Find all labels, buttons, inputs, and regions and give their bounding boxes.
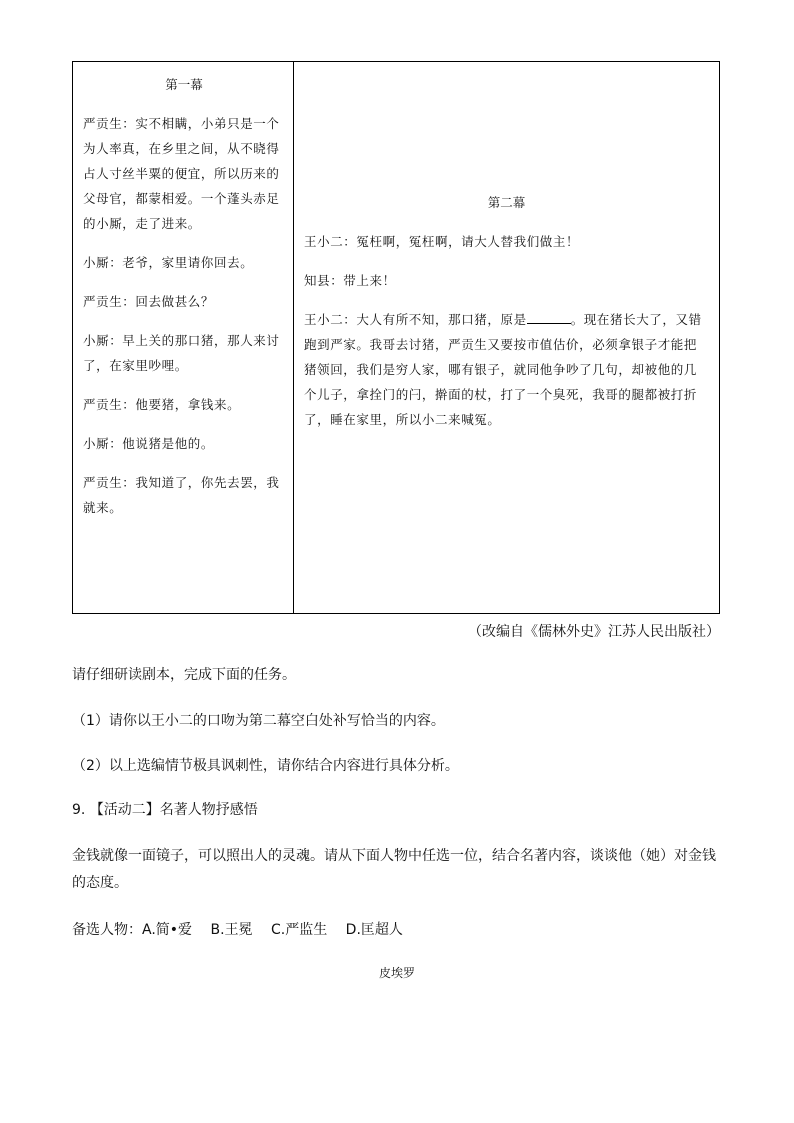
act2-line: 知县：带上来！ [304,273,396,288]
question-9-title: 9. 【活动二】名著人物抒感悟 [72,802,258,818]
answer-blank [527,309,571,324]
question-9-options: 备选人物：A.简•爱 B.王冕 C.严监生 D.匡超人 [72,922,403,938]
act1-line: 小厮：老爷，家里请你回去。 [83,255,254,270]
script-table [72,61,720,614]
act2-line-end: 。现在猪长大了，又错跑到严家。我哥去讨猪，严贡生又要按市值估价，必须拿银子才能把猪领回，我们是穷人家，哪有银子，就同他争吵了几句，却被他的几个儿子，拿拴门的闩，擀面的杖，打了一个臭死，我哥的腿都被打折了，睡在家里，所以小二来喊冤。 [304,312,702,427]
footer-text: 皮埃罗 [378,966,415,980]
act1-line: 小厮：他说猪是他的。 [83,436,215,451]
act1-line: 严贡生：回去做甚么？ [83,294,215,309]
source-citation: （改编自《儒林外史》江苏人民出版社） [468,624,720,640]
act1-column [73,62,294,613]
task-2: （2）以上选编情节极具讽刺性，请你结合内容进行具体分析。 [72,758,459,774]
act1-line: 小厮：早上关的那口猪，那人来讨了，在家里吵哩。 [83,333,280,373]
task-intro: 请仔细研读剧本，完成下面的任务。 [72,667,296,683]
act2-column [294,62,719,613]
act1-line: 严贡生：我知道了，你先去罢，我就来。 [83,475,280,515]
act1-title: 第一幕 [165,77,203,92]
act1-line: 严贡生：实不相瞒，小弟只是一个为人率真，在乡里之间，从不晓得占人寸丝半粟的便宜，所以历来的父母官，都蒙相爱。一个蓬头赤足的小厮，走了进来。 [83,116,280,231]
task-1: （1）请你以王小二的口吻为第二幕空白处补写恰当的内容。 [72,713,445,729]
act2-line-start: 王小二：大人有所不知，那口猪，原是 [304,312,527,327]
act2-title: 第二幕 [487,195,526,210]
act2-line: 王小二：冤枉啊，冤枉啊，请大人替我们做主！ [304,234,580,249]
act2-line-with-blank [304,307,709,432]
act1-line: 严贡生：他要猪，拿钱来。 [83,397,241,412]
question-9-body: 金钱就像一面镜子，可以照出人的灵魂。请从下面人物中任选一位，结合名著内容，谈谈他（她）对金钱的态度。 [72,848,716,891]
